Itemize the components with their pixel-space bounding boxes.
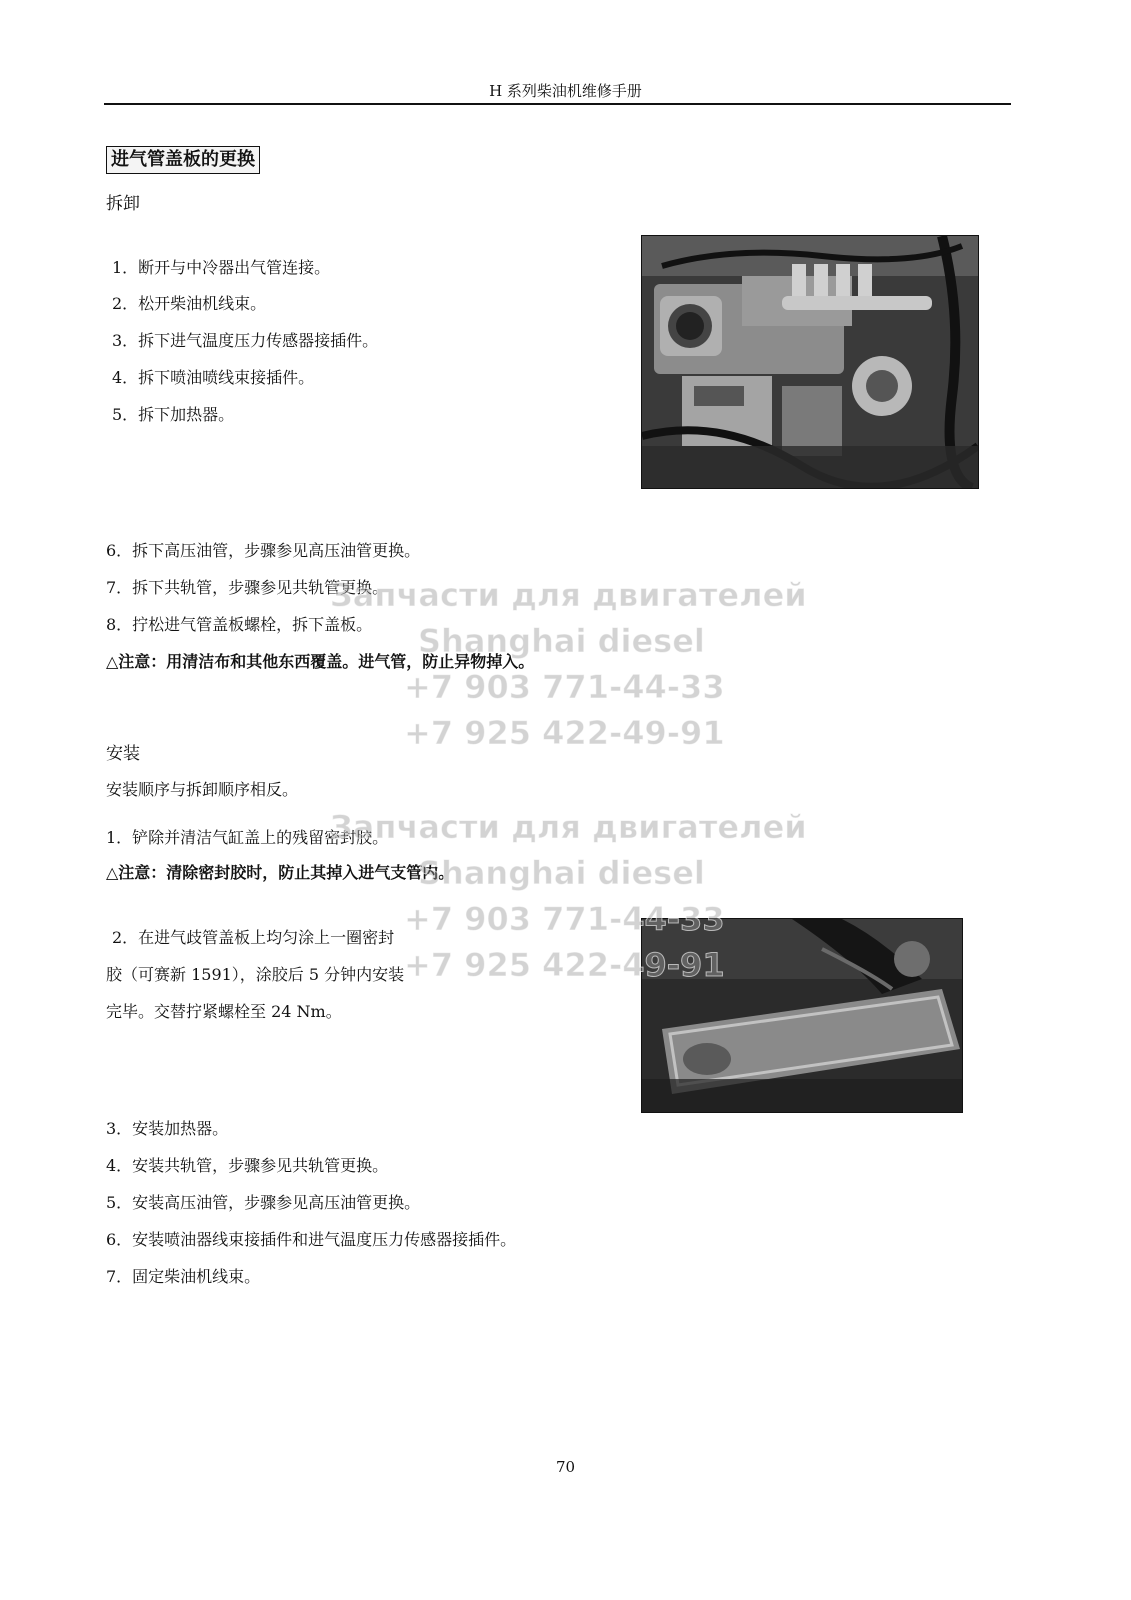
removal-step: 6．拆下高压油管，步骤参见高压油管更换。 [106, 541, 421, 560]
removal-step: 3．拆下进气温度压力传感器接插件。 [112, 331, 379, 350]
watermark-line: +7 925 422-49-91 [404, 946, 725, 984]
removal-step: 4．拆下喷油喷线束接插件。 [112, 368, 315, 387]
removal-step: 7．拆下共轨管，步骤参见共轨管更换。 [106, 578, 389, 597]
watermark-line: +7 925 422-49-91 [404, 714, 725, 752]
install-step2-line: 胶（可赛新 1591），涂胶后 5 分钟内安装 [106, 965, 405, 984]
watermark-line: Запчасти для двигателей [330, 808, 807, 846]
install-note: △注意：清除密封胶时，防止其掉入进气支管内。 [106, 863, 455, 882]
removal-step: 1．断开与中冷器出气管连接。 [112, 258, 331, 277]
removal-heading: 拆卸 [106, 194, 140, 214]
header-rule [104, 103, 1011, 105]
install-step: 6．安装喷油器线束接插件和进气温度压力传感器接插件。 [106, 1230, 517, 1249]
install-step: 3．安装加热器。 [106, 1119, 229, 1138]
watermark-line: Запчасти для двигателей [330, 576, 807, 614]
install-intro: 安装顺序与拆卸顺序相反。 [106, 780, 299, 799]
install-step2-line: 完毕。交替拧紧螺栓至 24 Nm。 [106, 1002, 342, 1021]
running-header: H 系列柴油机维修手册 [489, 82, 642, 100]
install-step2-line: 2．在进气歧管盖板上均匀涂上一圈密封 [112, 928, 395, 947]
page-number: 70 [555, 1458, 576, 1476]
install-heading: 安装 [106, 744, 140, 764]
section-title: 进气管盖板的更换 [106, 146, 260, 174]
watermark-line: +7 903 771-44-33 [404, 668, 725, 706]
install-step: 5．安装高压油管，步骤参见高压油管更换。 [106, 1193, 421, 1212]
watermark-line: Shanghai diesel [418, 622, 705, 660]
removal-note: △注意：用清洁布和其他东西覆盖。进气管，防止异物掉入。 [106, 652, 535, 671]
engine-photo [641, 235, 979, 489]
engine-illustration [642, 236, 978, 488]
watermark-line: Shanghai diesel [418, 854, 705, 892]
install-step: 7．固定柴油机线束。 [106, 1267, 261, 1286]
removal-step: 2．松开柴油机线束。 [112, 294, 267, 313]
watermark-line: +7 903 771-44-33 [404, 900, 725, 938]
install-step: 1．铲除并清洁气缸盖上的残留密封胶。 [106, 828, 389, 847]
install-step: 4．安装共轨管，步骤参见共轨管更换。 [106, 1156, 389, 1175]
removal-step: 8．拧松进气管盖板螺栓，拆下盖板。 [106, 615, 373, 634]
removal-step: 5．拆下加热器。 [112, 405, 235, 424]
